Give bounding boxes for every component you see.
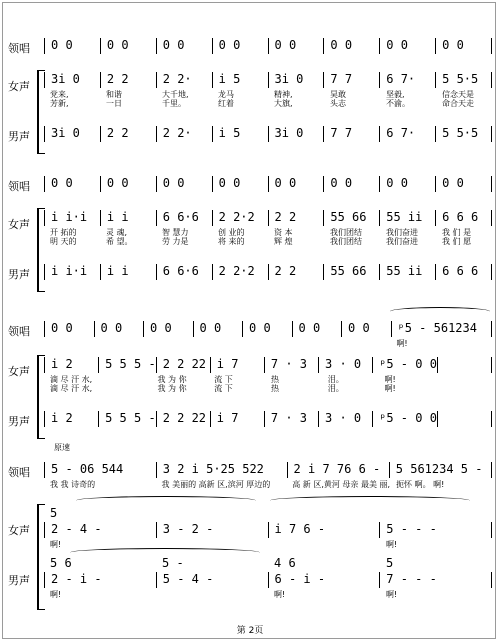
measure: 5 - 4 -	[156, 572, 268, 588]
slur	[390, 307, 490, 316]
measure: 7 7	[323, 72, 379, 88]
measure: i i	[100, 264, 156, 280]
lyric: 我们团结	[330, 228, 362, 237]
lyric: 啊!	[396, 339, 408, 348]
measure: 0 0	[435, 176, 492, 192]
measure: 5 561234 5 -	[389, 462, 492, 478]
measure: i 2	[44, 411, 98, 427]
measure: 3i 0	[268, 126, 324, 142]
lyric: 将 来的	[218, 237, 245, 246]
lead-row	[44, 462, 492, 478]
lyric: 高 新 区,黄河 母亲 最美 丽,	[292, 480, 391, 489]
measure: 5 5 5 -	[98, 411, 156, 427]
measure: i 7	[210, 411, 264, 427]
lyric: 灵 魂,	[106, 228, 128, 237]
measure: 3 2 i 5·25 522	[156, 462, 287, 478]
measure: 6 - i -	[268, 572, 380, 588]
label-female: 女声	[8, 218, 30, 231]
lyric: 啊!	[50, 540, 62, 549]
measure: 0 0	[212, 176, 268, 192]
lyric: 和谐	[106, 90, 122, 99]
measure: 5 5 5 -	[98, 357, 156, 373]
female-row	[44, 522, 492, 538]
measure: 3 - 2 -	[156, 522, 268, 538]
lead-row	[44, 176, 492, 192]
measure: 0 0	[100, 176, 156, 192]
measure: i 5	[212, 126, 268, 142]
lyric: 龙马	[218, 90, 234, 99]
lyric: 我们奋进	[386, 228, 418, 237]
lyric: 党来,	[50, 90, 69, 99]
note: 5 6	[50, 556, 72, 570]
measure: 0 0	[292, 321, 342, 337]
lead-row	[44, 38, 492, 54]
measure: 0 0	[341, 321, 391, 337]
female-row	[44, 357, 492, 373]
measure: 2 2·2	[212, 264, 268, 280]
note: 5 -	[162, 556, 184, 570]
male-upper	[44, 556, 492, 570]
measure: 2 2	[100, 72, 156, 88]
lyric: 啊!	[384, 375, 396, 384]
lyric: 啊!	[274, 590, 286, 599]
lyric: 创 业的	[218, 228, 245, 237]
measure: 6 6 6	[435, 210, 492, 226]
page-number: 第 2页	[236, 626, 264, 636]
measure	[437, 357, 492, 373]
label-lead: 领唱	[8, 180, 30, 193]
measure: 5 5·5	[435, 126, 492, 142]
lyric: 命合天走	[442, 99, 474, 108]
measure: i i·i	[44, 210, 100, 226]
lyric: 希 望。	[106, 237, 133, 246]
lyric: 红着	[218, 99, 234, 108]
measure: 0 0	[193, 321, 243, 337]
lyric: 热	[271, 375, 279, 384]
female-upper	[44, 506, 492, 520]
measure: 0 0	[156, 38, 212, 54]
measure: 5 - 06 544	[44, 462, 156, 478]
measure: i i·i	[44, 264, 100, 280]
measure: 5 5·5	[435, 72, 492, 88]
tempo-mark: 原速	[54, 443, 70, 452]
measure: 7 · 3	[264, 411, 318, 427]
lyric: 啊!	[50, 590, 62, 599]
measure: 55 ii	[379, 210, 435, 226]
measure: 0 0	[268, 176, 324, 192]
lyric: 我 美丽的 高新 区,滨河 厚边的	[161, 480, 271, 489]
label-female: 女声	[8, 365, 30, 378]
note: 5	[50, 506, 58, 520]
measure: 55 ii	[379, 264, 435, 280]
male-row	[44, 572, 492, 588]
lyric: 滴 尽 汗 水,	[50, 375, 93, 384]
male-row	[44, 126, 492, 142]
label-female: 女声	[8, 80, 30, 93]
measure: i 7 6 -	[268, 522, 380, 538]
measure: i 2	[44, 357, 98, 373]
lyric: 劳 力是	[162, 237, 189, 246]
measure: 0 0	[323, 38, 379, 54]
label-lead: 领唱	[8, 325, 30, 338]
lyric: 大千地,	[162, 90, 189, 99]
lyric: 芳新,	[50, 99, 69, 108]
measure: 2 2 22	[156, 411, 210, 427]
measure: 0 0	[323, 176, 379, 192]
label-male: 男声	[8, 130, 30, 143]
lyric: 滴 尽 汗 水,	[50, 384, 93, 393]
measure: 3 · 0	[318, 357, 372, 373]
measure: 0 0	[44, 321, 94, 337]
lead-lyrics	[44, 480, 492, 489]
measure: 6 6·6	[156, 210, 212, 226]
label-male: 男声	[8, 415, 30, 428]
measure: 3i 0	[268, 72, 324, 88]
measure	[437, 411, 492, 427]
measure: 0 0	[100, 38, 156, 54]
measure: 0 0	[435, 38, 492, 54]
measure: 2 2·2	[212, 210, 268, 226]
lyric: 热	[271, 384, 279, 393]
lyric: 精神,	[274, 90, 293, 99]
lyric: 大旗,	[274, 99, 293, 108]
measure: 0 0	[268, 38, 324, 54]
male-row	[44, 264, 492, 280]
male-row	[44, 411, 492, 427]
measure: 2 2·	[156, 72, 212, 88]
lyric: 啊!	[384, 384, 396, 393]
female-lyrics	[44, 375, 492, 393]
lyric: 坚毅,	[386, 90, 405, 99]
measure: 3i 0	[44, 126, 100, 142]
measure: 2 - i -	[44, 572, 156, 588]
lyric: 流 下	[214, 375, 233, 384]
lyric: 我 们 愿	[442, 237, 472, 246]
lyric: 辉 煌	[274, 237, 293, 246]
measure: 2 2	[268, 264, 324, 280]
slur	[76, 496, 256, 505]
measure: 0 0	[242, 321, 292, 337]
lyric	[156, 540, 268, 549]
measure: 2 2 22	[156, 357, 210, 373]
label-lead: 领唱	[8, 42, 30, 55]
measure: i 5	[212, 72, 268, 88]
measure: ᵖ5 - 561234	[391, 321, 493, 337]
lyric: 头志	[330, 99, 346, 108]
female-lyrics	[44, 228, 492, 246]
measure: 0 0	[94, 321, 144, 337]
lyric: 开 拓的	[50, 228, 77, 237]
measure: i i	[100, 210, 156, 226]
measure: 3 · 0	[318, 411, 372, 427]
lyric: 扼怀 啊。 啊!	[396, 480, 445, 489]
lyric: 一日	[106, 99, 122, 108]
lead-row	[44, 321, 492, 337]
lyric: 资 本	[274, 228, 293, 237]
measure: 2 - 4 -	[44, 522, 156, 538]
female-lyrics	[44, 540, 492, 549]
lyric: 信念天是	[442, 90, 474, 99]
lyric: 我 我 诗奇的	[50, 480, 96, 489]
lyric: 我 为 你	[157, 384, 187, 393]
measure: 2 2	[100, 126, 156, 142]
measure: 6 7·	[379, 126, 435, 142]
label-female: 女声	[8, 524, 30, 537]
lyric: 泪。	[327, 384, 344, 393]
measure: 7 - - -	[379, 572, 492, 588]
slur	[270, 496, 470, 505]
lyric: 昊敢	[330, 90, 346, 99]
measure: 0 0	[44, 176, 100, 192]
measure: ᵖ5 - 0 0	[372, 411, 437, 427]
measure: 0 0	[143, 321, 193, 337]
note: 5	[386, 556, 394, 570]
lyric: 啊!	[386, 590, 398, 599]
measure: 6 6 6	[435, 264, 492, 280]
measure: 2 2	[268, 210, 324, 226]
label-male: 男声	[8, 574, 30, 587]
female-row	[44, 72, 492, 88]
lyric: 我们团结	[330, 237, 362, 246]
lyric: 明 天的	[50, 237, 77, 246]
male-lyrics	[44, 590, 492, 599]
measure: i 7	[210, 357, 264, 373]
lyric: 啊!	[386, 540, 398, 549]
measure: 0 0	[156, 176, 212, 192]
female-lyrics	[44, 90, 492, 108]
measure: 7 · 3	[264, 357, 318, 373]
measure: 2 2·	[156, 126, 212, 142]
measure: 55 66	[323, 210, 379, 226]
measure: 55 66	[323, 264, 379, 280]
lyric: 智 慧力	[162, 228, 189, 237]
measure: 3i 0	[44, 72, 100, 88]
measure: 6 7·	[379, 72, 435, 88]
lyric: 我 们 是	[442, 228, 472, 237]
lyric	[156, 590, 268, 599]
measure: 0 0	[379, 38, 435, 54]
note: 4 6	[274, 556, 296, 570]
measure: 0 0	[212, 38, 268, 54]
measure: 0 0	[379, 176, 435, 192]
measure: 2 i 7 76 6 -	[287, 462, 389, 478]
lyric: 我 为 你	[157, 375, 187, 384]
measure: 7 7	[323, 126, 379, 142]
lyric	[268, 540, 380, 549]
measure: 6 6·6	[156, 264, 212, 280]
label-male: 男声	[8, 268, 30, 281]
lyric: 我们奋进	[386, 237, 418, 246]
lyric: 泪。	[327, 375, 344, 384]
measure: 5 - - -	[379, 522, 492, 538]
measure: ᵖ5 - 0 0	[372, 357, 437, 373]
lyric: 千里。	[162, 99, 186, 108]
female-row	[44, 210, 492, 226]
lyric: 流 下	[214, 384, 233, 393]
label-lead: 领唱	[8, 466, 30, 479]
lead-lyrics	[44, 339, 492, 348]
lyric: 不渝。	[386, 99, 410, 108]
measure: 0 0	[44, 38, 100, 54]
